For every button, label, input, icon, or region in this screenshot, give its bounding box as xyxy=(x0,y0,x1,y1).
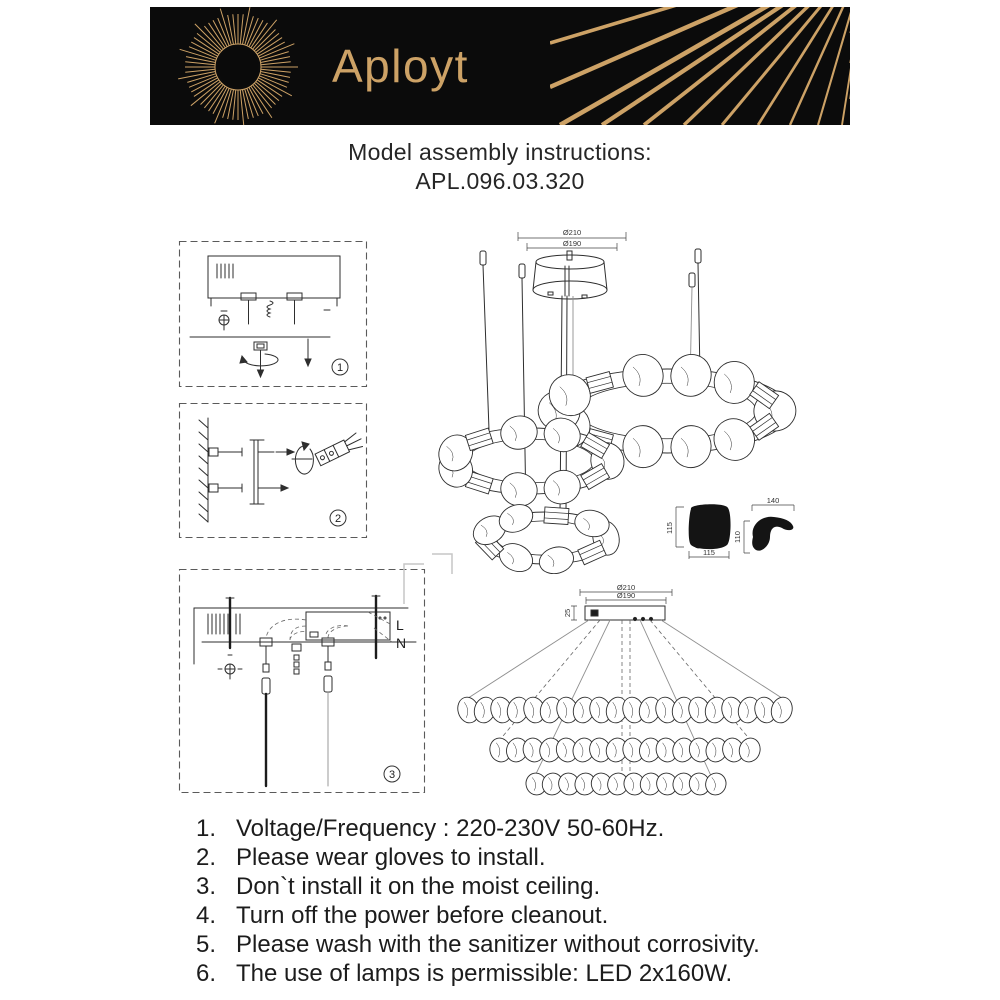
chandelier-front-view xyxy=(450,584,800,798)
live-wire-label: L xyxy=(396,617,404,633)
front-tier3 xyxy=(523,771,728,798)
instruction-item xyxy=(186,875,876,899)
instruction-number: 5. xyxy=(195,931,216,958)
middle-ring xyxy=(433,412,628,511)
neutral-wire-label: N xyxy=(396,635,407,651)
assembly-step3-diagram xyxy=(178,568,426,794)
dim-square-height: 115 xyxy=(665,522,674,534)
instruction-item xyxy=(186,846,876,870)
dim-front-height: 25 xyxy=(563,608,572,618)
instruction-item xyxy=(186,933,876,957)
step2-number: 2 xyxy=(334,513,342,525)
front-tier2 xyxy=(487,736,763,765)
dim-square-width: 115 xyxy=(703,548,715,557)
dim-canopy-outer: Ø210 xyxy=(562,228,582,237)
instruction-item xyxy=(186,904,876,928)
top-ring xyxy=(534,349,800,471)
sunburst-logo-icon xyxy=(178,7,298,125)
front-canopy xyxy=(585,606,665,621)
ceiling-bracket-drawing xyxy=(190,256,340,377)
dim-curved-width: 140 xyxy=(766,496,780,505)
instruction-number: 3. xyxy=(195,873,216,900)
instruction-number: 6. xyxy=(195,960,216,987)
front-tier1 xyxy=(455,695,795,726)
instruction-item xyxy=(186,962,876,986)
title-line2: APL.096.03.320 xyxy=(415,168,585,194)
instruction-text: The use of lamps is permissible: LED 2x160W. xyxy=(236,960,733,987)
brand-banner xyxy=(150,7,850,125)
assembly-step2-diagram xyxy=(178,402,368,539)
crystal-detail-drawings xyxy=(658,495,798,567)
dim-curved-height: 110 xyxy=(733,531,742,543)
wall-mount-drawing xyxy=(199,418,364,522)
step3-number: 3 xyxy=(388,769,396,781)
front-canopy-dimensions xyxy=(563,584,672,620)
instruction-number: 1. xyxy=(195,815,216,842)
crystal-square-detail xyxy=(665,504,731,559)
instruction-text: Please wash with the sanitizer without corrosivity. xyxy=(236,931,760,958)
dim-canopy-inner: Ø190 xyxy=(562,239,582,248)
instruction-item xyxy=(186,817,876,841)
instruction-text: Voltage/Frequency : 220-230V 50-60Hz. xyxy=(236,815,665,842)
instruction-text: Turn off the power before cleanout. xyxy=(236,902,609,929)
suspension-cables xyxy=(260,638,334,786)
assembly-step1-diagram xyxy=(178,240,368,388)
instructions-list xyxy=(186,817,876,991)
canopy-dimensions xyxy=(518,228,626,251)
dim-front-inner: Ø190 xyxy=(616,591,636,600)
instruction-number: 4. xyxy=(195,902,216,929)
canopy-drawing xyxy=(533,251,607,299)
crystal-curved-detail xyxy=(733,496,794,553)
instruction-number: 2. xyxy=(195,844,216,871)
bottom-ring xyxy=(468,499,622,574)
title-line1: Model assembly instructions: xyxy=(348,139,652,165)
wiring-drawing xyxy=(194,596,416,679)
corner-rays-decoration xyxy=(550,7,850,125)
instruction-text: Don`t install it on the moist ceiling. xyxy=(236,873,601,900)
dim-front-outer: Ø210 xyxy=(616,584,636,592)
instruction-text: Please wear gloves to install. xyxy=(236,844,546,871)
page-title xyxy=(0,138,1000,196)
step1-number: 1 xyxy=(336,362,344,374)
brand-name: Aployt xyxy=(332,40,469,92)
